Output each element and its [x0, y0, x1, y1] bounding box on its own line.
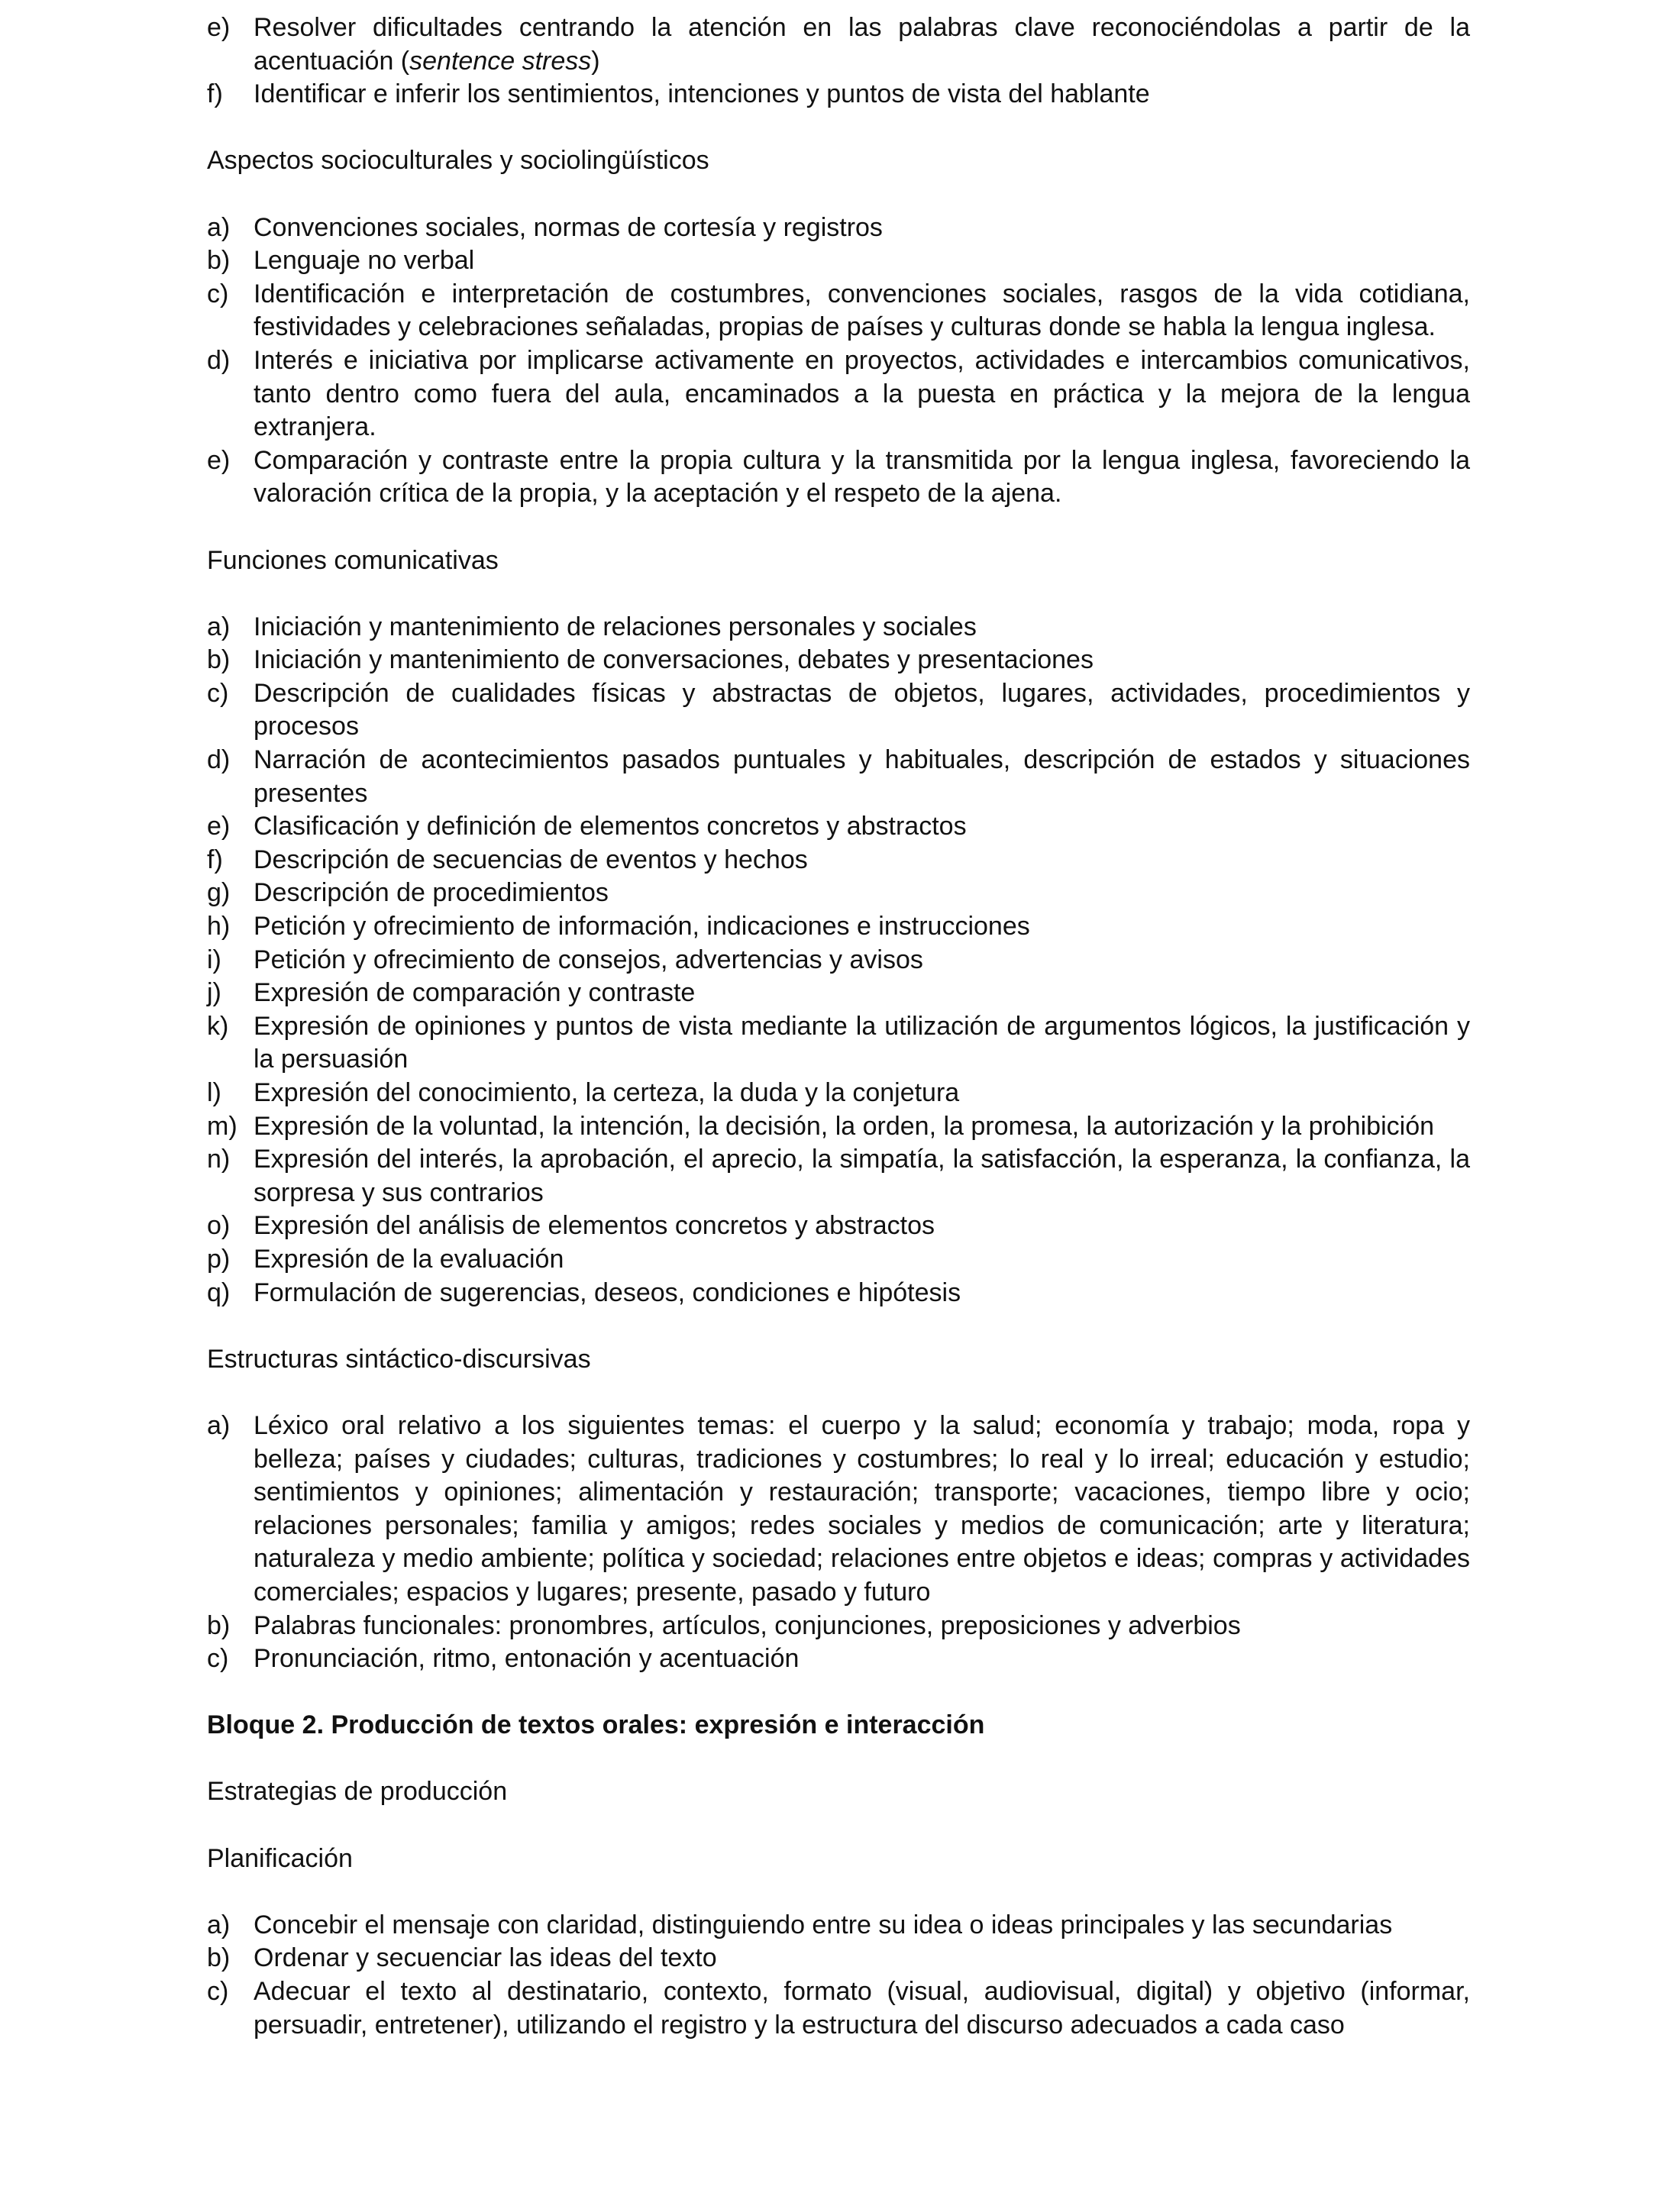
text-run: Formulación de sugerencias, deseos, condiciones e hipótesis — [254, 1277, 961, 1307]
text-run: Convenciones sociales, normas de cortesía y registros — [254, 212, 883, 242]
text-run: Palabras funcionales: pronombres, artículos, conjunciones, preposiciones y adverbios — [254, 1610, 1241, 1640]
text-run: Comparación y contraste entre la propia cultura y la transmitida por la lengua inglesa, favoreciendo la valoración crítica de la propia, y la aceptación y el respeto de la ajena. — [254, 445, 1470, 509]
text-run: Clasificación y definición de elementos concretos y abstractos — [254, 812, 967, 841]
text-run: Expresión del conocimiento, la certeza, la duda y la conjetura — [254, 1078, 960, 1107]
list-item-text — [254, 11, 1470, 78]
text-run: Descripción de procedimientos — [254, 878, 609, 908]
list-item-text — [254, 810, 1470, 844]
text-run: Narración de acontecimientos pasados puntuales y habituales, descripción de estados y situaciones presentes — [254, 745, 1470, 808]
text-run: Iniciación y mantenimiento de relaciones personales y sociales — [254, 612, 977, 641]
text-run: Descripción de secuencias de eventos y hechos — [254, 845, 808, 874]
list-item-label: a) — [207, 1410, 231, 1440]
list-item-label: l) — [207, 1078, 221, 1107]
list-item — [207, 1610, 1470, 1643]
list-item-label: a) — [207, 612, 231, 641]
list-item-label: o) — [207, 1211, 231, 1241]
list-item-text — [254, 611, 1470, 644]
list-item-text — [254, 78, 1470, 111]
list-item-text — [254, 644, 1470, 677]
list-item-label: f) — [207, 845, 223, 874]
text-run: Adecuar el texto al destinatario, contexto, formato (visual, audiovisual, digital) y objetivo (informar, persuadir, entretener), utilizando el registro y la estructura del discurso adecuados a cada caso — [254, 1977, 1470, 2040]
list-item-text — [254, 677, 1470, 744]
text-run: Expresión del interés, la aprobación, el aprecio, la simpatía, la satisfacción, la esperanza, la confianza, la sorpresa y sus contrarios — [254, 1145, 1470, 1207]
item-list — [207, 611, 1470, 1310]
list-item-label: h) — [207, 912, 231, 941]
section-title: Bloque 2. Producción de textos orales: expresión e interacción — [207, 1710, 985, 1740]
list-item — [207, 644, 1470, 677]
list-item — [207, 1143, 1470, 1210]
list-item — [207, 344, 1470, 444]
list-item-label: e) — [207, 812, 231, 841]
list-item-label: b) — [207, 1610, 231, 1640]
list-item-text — [254, 1210, 1470, 1243]
text-run: Expresión de la voluntad, la intención, la decisión, la orden, la promesa, la autorización y la prohibición — [254, 1111, 1435, 1141]
text-run: Léxico oral relativo a los siguientes temas: el cuerpo y la salud; economía y trabajo; moda, ropa y belleza; países y ciudades; culturas, tradiciones y costumbres; lo real y lo irreal; educación y estudio; sentimientos y opiniones; alimentación y restauración; transporte; vacaciones, tiempo libre y ocio; relaciones personales; familia y amigos; redes sociales y medios de comunicación; arte y literatura; naturaleza y medio ambiente; política y sociedad; relaciones entre objetos e ideas; compras y actividades comerciales; espacios y lugares; presente, pasado y futuro — [254, 1410, 1470, 1607]
list-item-label: c) — [207, 1977, 229, 2007]
text-run: Resolver dificultades centrando la atención en las palabras clave reconociéndolas a partir de la acentuación ( — [254, 13, 1470, 76]
list-item — [207, 212, 1470, 245]
list-item-text — [254, 1110, 1470, 1144]
list-item-text — [254, 1642, 1470, 1676]
list-item-label: c) — [207, 1644, 229, 1674]
item-list — [207, 212, 1470, 511]
list-item-text — [254, 244, 1470, 278]
list-item — [207, 677, 1470, 744]
list-item-text — [254, 1909, 1470, 1943]
list-item-text — [254, 1243, 1470, 1277]
list-item-label: g) — [207, 878, 231, 908]
text-run: Ordenar y secuenciar las ideas del texto — [254, 1943, 717, 1973]
list-item — [207, 1277, 1470, 1310]
list-item-label: e) — [207, 13, 231, 42]
list-item-label: k) — [207, 1011, 229, 1041]
list-item — [207, 1243, 1470, 1277]
list-item-text — [254, 910, 1470, 944]
list-item — [207, 1110, 1470, 1144]
list-item — [207, 977, 1470, 1010]
list-item-label: d) — [207, 345, 231, 375]
italic-term: sentence stress — [409, 46, 592, 76]
text-run: Pronunciación, ritmo, entonación y acentuación — [254, 1644, 800, 1674]
list-item — [207, 910, 1470, 944]
list-item — [207, 1010, 1470, 1077]
text-run: Expresión del análisis de elementos concretos y abstractos — [254, 1211, 935, 1241]
text-run: ) — [591, 46, 600, 76]
text-run: Expresión de comparación y contraste — [254, 978, 696, 1008]
text-run: Identificación e interpretación de costumbres, convenciones sociales, rasgos de la vida cotidiana, festividades y celebraciones señaladas, propias de países y culturas donde se habla la lengua inglesa. — [254, 279, 1470, 342]
list-item-label: b) — [207, 1943, 231, 1973]
list-item — [207, 1077, 1470, 1110]
list-item — [207, 1975, 1470, 2042]
item-list — [207, 11, 1470, 111]
list-item-text — [254, 212, 1470, 245]
subsection-heading: Estructuras sintáctico-discursivas — [207, 1344, 591, 1374]
list-item-label: i) — [207, 945, 221, 974]
list-item-text — [254, 1942, 1470, 1975]
list-item-label: d) — [207, 745, 231, 775]
list-item-text — [254, 1077, 1470, 1110]
list-item-label: m) — [207, 1111, 237, 1141]
list-item-label: e) — [207, 445, 231, 475]
list-item-text — [254, 1143, 1470, 1210]
text-run: Iniciación y mantenimiento de conversaciones, debates y presentaciones — [254, 645, 1094, 675]
item-list — [207, 1909, 1470, 2042]
text-run: Expresión de opiniones y puntos de vista mediante la utilización de argumentos lógicos, la justificación y la persuasión — [254, 1011, 1470, 1074]
list-item — [207, 444, 1470, 511]
subsection-heading: Estrategias de producción — [207, 1777, 508, 1807]
list-item — [207, 1942, 1470, 1975]
list-item — [207, 11, 1470, 78]
text-run: Concebir el mensaje con claridad, distinguiendo entre su idea o ideas principales y las secundarias — [254, 1910, 1393, 1939]
list-item-label: c) — [207, 678, 229, 708]
list-item — [207, 1410, 1470, 1610]
list-item — [207, 1909, 1470, 1943]
list-item-text — [254, 1010, 1470, 1077]
list-item-text — [254, 344, 1470, 444]
list-item-label: f) — [207, 79, 223, 109]
list-item-label: n) — [207, 1145, 231, 1174]
list-item-text — [254, 944, 1470, 977]
list-item — [207, 1642, 1470, 1676]
list-item-label: q) — [207, 1277, 231, 1307]
list-item-text — [254, 1975, 1470, 2042]
subsection-heading: Funciones comunicativas — [207, 545, 499, 575]
list-item — [207, 278, 1470, 344]
list-item — [207, 611, 1470, 644]
text-run: Lenguaje no verbal — [254, 246, 475, 276]
list-item-label: b) — [207, 246, 231, 276]
list-item-text — [254, 444, 1470, 511]
list-item — [207, 944, 1470, 977]
list-item — [207, 810, 1470, 844]
list-item-label: a) — [207, 1910, 231, 1939]
list-item-text — [254, 1610, 1470, 1643]
list-item — [207, 1210, 1470, 1243]
text-run: Interés e iniciativa por implicarse activamente en proyectos, actividades e intercambios comunicativos, tanto dentro como fuera del aula, encaminados a la puesta en práctica y la mejora de la lengua extranjera. — [254, 345, 1470, 442]
list-item-text — [254, 744, 1470, 810]
item-list — [207, 1410, 1470, 1676]
list-item-text — [254, 844, 1470, 877]
list-item-text — [254, 1410, 1470, 1610]
text-run: Identificar e inferir los sentimientos, intenciones y puntos de vista del hablante — [254, 79, 1150, 109]
list-item — [207, 744, 1470, 810]
list-item — [207, 78, 1470, 111]
list-item-text — [254, 877, 1470, 910]
list-item-label: b) — [207, 645, 231, 675]
list-item-label: c) — [207, 279, 229, 308]
text-run: Petición y ofrecimiento de información, indicaciones e instrucciones — [254, 912, 1030, 941]
text-run: Descripción de cualidades físicas y abstractas de objetos, lugares, actividades, procedimientos y procesos — [254, 678, 1470, 741]
list-item-text — [254, 278, 1470, 344]
list-item-label: j) — [207, 978, 221, 1008]
list-item — [207, 244, 1470, 278]
list-item — [207, 844, 1470, 877]
text-run: Expresión de la evaluación — [254, 1244, 564, 1274]
subsection-heading: Planificación — [207, 1843, 353, 1873]
list-item-text — [254, 1277, 1470, 1310]
list-item-label: a) — [207, 212, 231, 242]
text-run: Petición y ofrecimiento de consejos, advertencias y avisos — [254, 945, 923, 974]
list-item-label: p) — [207, 1244, 231, 1274]
document-page — [207, 11, 1470, 2042]
list-item — [207, 877, 1470, 910]
list-item-text — [254, 977, 1470, 1010]
subsection-heading: Aspectos socioculturales y sociolingüísticos — [207, 146, 709, 176]
